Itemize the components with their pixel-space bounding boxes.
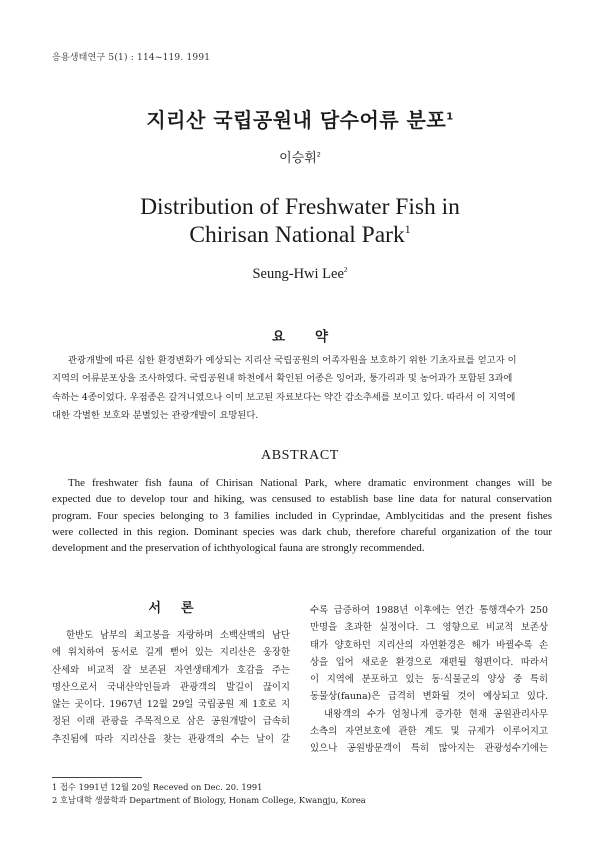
body-line: 이 지역에 분포하고 있는 동·식물군의 양상 중 특히	[310, 674, 548, 686]
english-title-line-1: Distribution of Freshwater Fish in	[140, 194, 460, 220]
body-line: 있으나 공원방문객이 특히 많아지는 관광성수기에는	[310, 743, 548, 755]
body-line: 명산으로서 국내산악인들과 관광객의 발길이 끊이지	[52, 681, 290, 693]
english-author-name: Seung-Hwi Lee	[252, 266, 344, 282]
introduction-heading: 서론	[148, 601, 214, 616]
korean-abstract	[52, 352, 550, 425]
body-line: 추진됨에 따라 지리산을 찾는 관광객의 수는 날이 갈	[52, 733, 290, 745]
korean-abstract-heading: 요약	[271, 329, 359, 345]
english-title	[0, 193, 600, 249]
body-line: 동물상(fauna)은 급격히 변화될 것이 예상되고 있다.	[310, 691, 548, 703]
english-author-footnote-mark: 2	[343, 266, 348, 275]
introduction-left-column	[52, 627, 290, 748]
english-abstract-heading: ABSTRACT	[261, 448, 339, 463]
korean-author	[0, 147, 600, 166]
english-abstract-line: The freshwater fish fauna of Chirisan National Park, where dramatic environment changes will be	[68, 477, 552, 489]
body-line: 않는 곳이다. 1967년 12월 29일 국립공원 제 1호로 지	[52, 699, 290, 711]
english-abstract	[52, 475, 552, 556]
english-abstract-line: were collected in this region. Dominant species was dark chub, therefore chareful organization of the tour	[52, 525, 552, 538]
korean-abstract-line: 지역의 어류분포상을 조사하였다. 국립공원내 하천에서 확인된 어종은 잉어과, 퉁가리과 및 농어과가 포함된 3과에	[52, 373, 513, 385]
body-line: 소측의 자연보호에 관한 계도 및 규제가 이루어지고	[310, 726, 548, 738]
footnote-1: 1 접수 1991년 12월 20일 Receved on Dec. 20. 1991	[52, 782, 263, 792]
body-line: 만명을 초과한 실정이다. 그 영향으로 비교적 보존상	[310, 622, 548, 634]
korean-author-name: 이승휘	[279, 151, 317, 166]
journal-reference: 응용생태연구 5(1) : 114~119. 1991	[52, 53, 211, 63]
body-line: 정된 이래 관광을 주목적으로 삼은 공원개발이 급속히	[52, 716, 290, 728]
korean-title	[0, 104, 600, 133]
korean-abstract-line: 대한 각별한 보호와 분별있는 관광개발이 요망된다.	[52, 409, 259, 421]
body-line: 내왕객의 수가 엄청나게 증가한 현재 공원관리사무	[324, 708, 548, 720]
korean-abstract-line: 속하는 4종이었다. 우점종은 갈겨니였으나 이미 보고된 자료보다는 약간 감소추세를 보이고 있다. 따라서 이 지역에	[52, 391, 516, 403]
body-line: 태가 양호하던 지리산의 자연환경은 해가 바뀔수록 손	[310, 639, 548, 651]
introduction-right-column	[310, 602, 548, 758]
korean-abstract-line: 관광개발에 따른 심한 환경변화가 예상되는 지리산 국립공원의 어족자원을 보호하기 위한 기초자료를 얻고자 이	[68, 355, 517, 366]
english-title-footnote-mark: 1	[404, 223, 411, 237]
english-abstract-line: program. Four species belonging to 3 families included in Cyprindae, Amblycitidas and the present fishes	[52, 509, 552, 522]
body-line: 수록 급증하여 1988년 이후에는 연간 통행객수가 250	[310, 605, 548, 616]
english-author	[0, 266, 600, 283]
korean-title-text: 지리산 국립공원내 담수어류 분포	[146, 108, 447, 132]
body-line: 산세와 비교적 잘 보존된 자연생태계가 호감을 주는	[52, 664, 290, 676]
english-abstract-line: expected due to develop tour and hiking, was censused to establish base line data for natural conservation	[52, 493, 552, 506]
body-line: 에 위치하여 동서로 길게 뻗어 있는 지리산은 웅장한	[52, 647, 290, 659]
english-title-line-2-text: Chirisan National Park	[189, 222, 405, 248]
body-line: 한반도 남부의 최고봉을 자랑하며 소백산맥의 남단	[66, 630, 290, 641]
footnote-divider	[52, 777, 142, 778]
korean-title-footnote-mark: 1	[446, 111, 454, 123]
korean-author-footnote-mark: 2	[316, 150, 321, 159]
footnotes	[52, 781, 366, 806]
english-abstract-line: development and the preservation of ichthyological fauna are strongly recommended.	[52, 542, 425, 555]
footnote-2: 2 호남대학 생물학과 Department of Biology, Honam College, Kwangju, Korea	[52, 794, 366, 805]
body-line: 상을 입어 새로운 환경으로 재편될 형편이다. 따라서	[310, 656, 548, 668]
english-title-line-2	[0, 221, 600, 249]
